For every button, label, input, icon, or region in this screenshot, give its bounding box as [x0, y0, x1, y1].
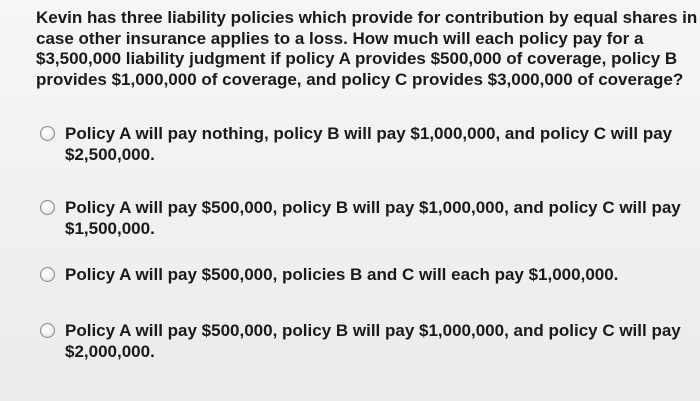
answer-option-line: Policy A will pay $500,000, policy B will pay $1,000,000, and policy C will pay: [65, 198, 681, 217]
question-line: Kevin has three liability policies which provide for contribution by equal shares in: [36, 8, 698, 27]
question-line: $3,500,000 liability judgment if policy A provides $500,000 of coverage, policy B: [36, 49, 678, 68]
answer-option-line: Policy A will pay nothing, policy B will pay $1,000,000, and policy C will pay: [65, 124, 673, 143]
question-line: case other insurance applies to a loss. How much will each policy pay for a: [36, 28, 644, 48]
radio-button-option-3[interactable]: [40, 267, 55, 282]
question-line: provides $1,000,000 of coverage, and policy C provides $3,000,000 of coverage?: [36, 69, 684, 89]
answer-option-2-label: [65, 198, 681, 239]
answer-option-line: $1,500,000.: [65, 218, 155, 238]
question-text: [36, 8, 698, 90]
answer-option-line: Policy A will pay $500,000, policies B and C will each pay $1,000,000.: [65, 265, 619, 284]
answer-option-line: $2,000,000.: [65, 341, 155, 361]
answer-option-4-label: [65, 321, 681, 362]
answer-option-1-label: [65, 124, 672, 165]
answer-option-line: Policy A will pay $500,000, policy B will pay $1,000,000, and policy C will pay: [65, 321, 681, 340]
answer-option-3-label: [65, 265, 618, 286]
radio-button-option-4[interactable]: [40, 323, 55, 338]
radio-button-option-1[interactable]: [40, 126, 55, 141]
answer-option-line: $2,500,000.: [65, 144, 155, 164]
radio-button-option-2[interactable]: [40, 200, 55, 215]
